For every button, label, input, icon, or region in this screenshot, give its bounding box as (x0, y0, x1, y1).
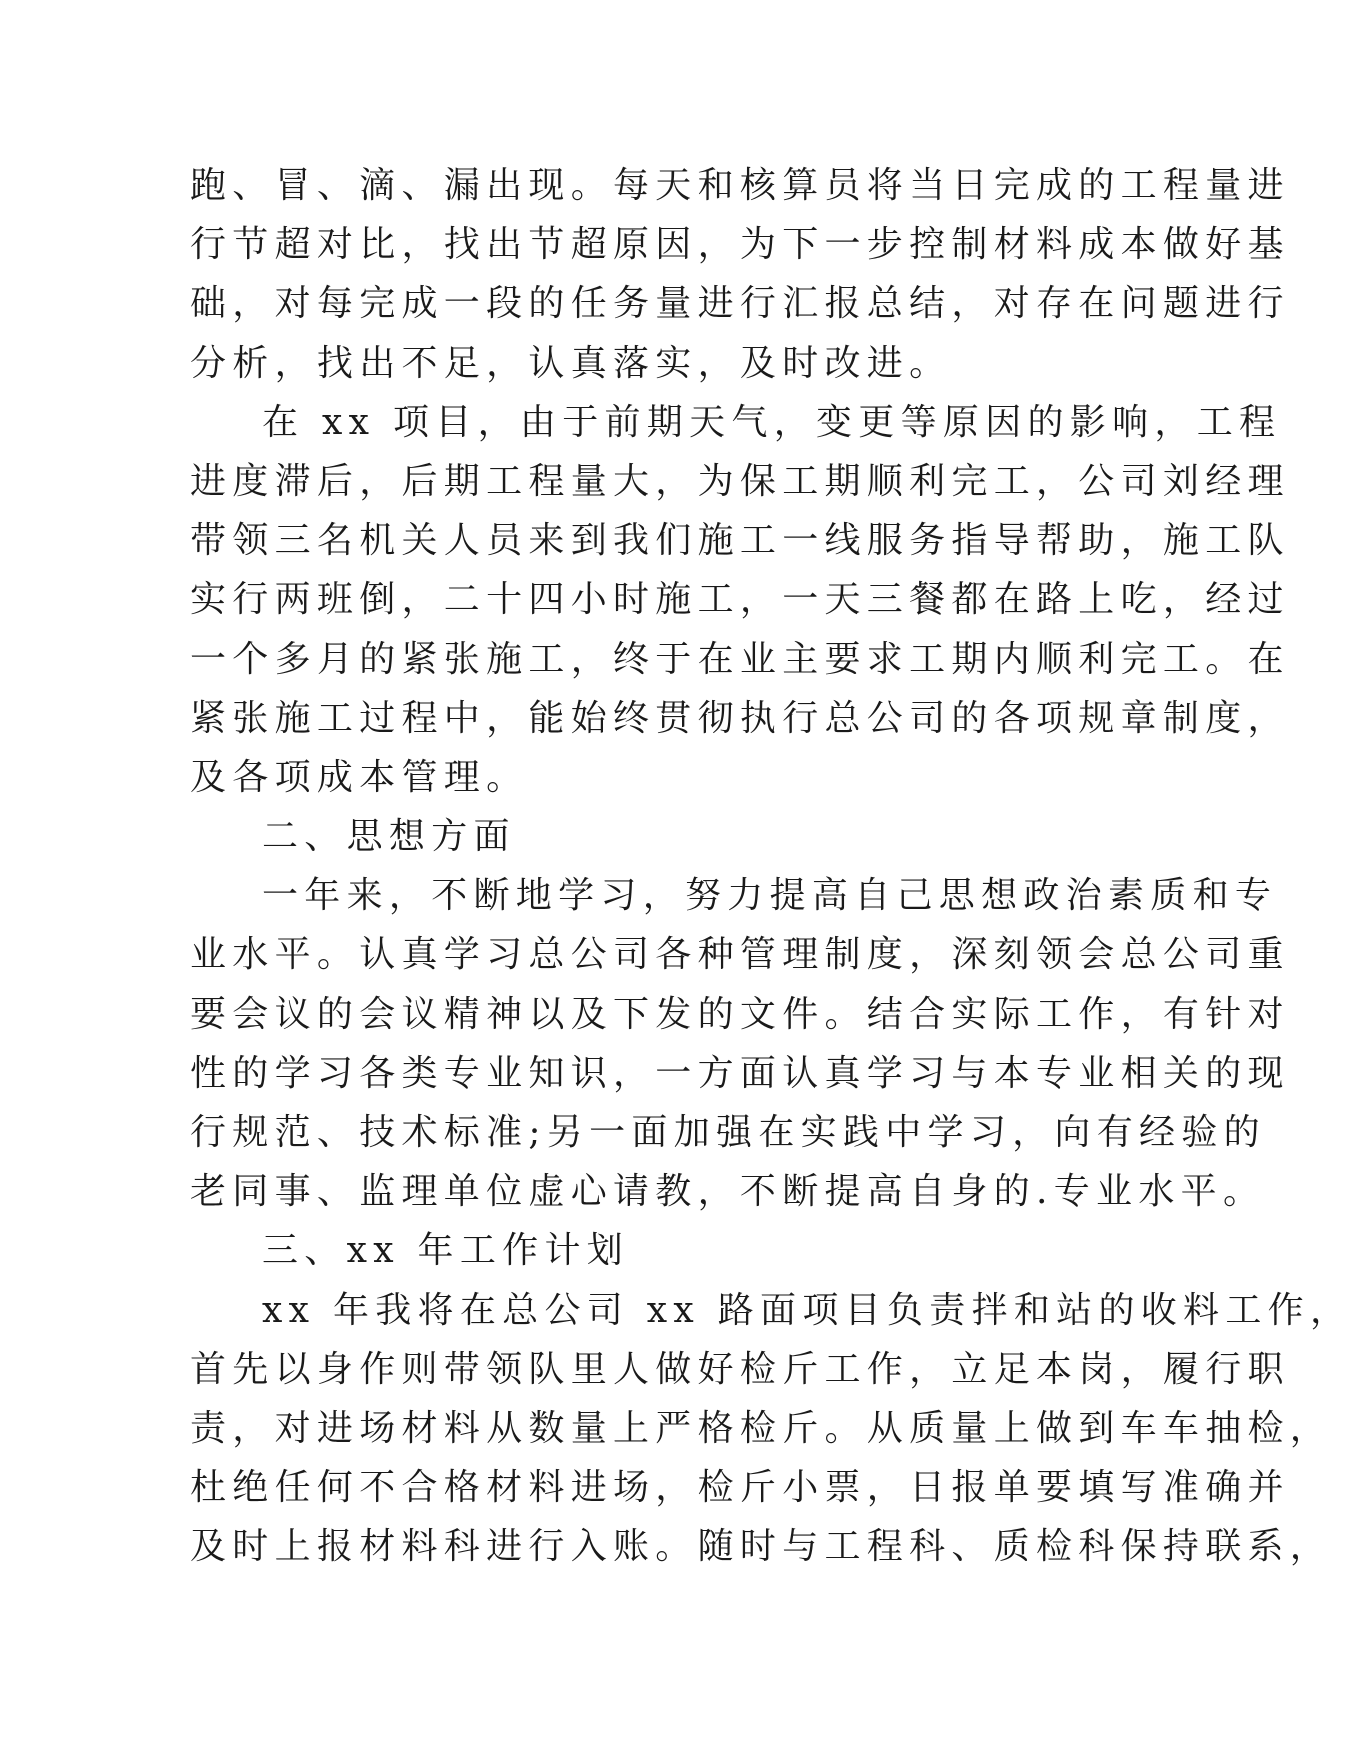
text-line: 进度滞后，后期工程量大，为保工期顺利完工，公司刘经理 (190, 460, 1290, 502)
text-line: 础，对每完成一段的任务量进行汇报总结，对存在问题进行 (190, 283, 1290, 325)
text-line: 跑、冒、滴、漏出现。每天和核算员将当日完成的工程量进 (190, 165, 1290, 206)
text-line: 分析，找出不足，认真落实，及时改进。 (190, 342, 952, 384)
text-line: 杜绝任何不合格材料进场，检斤小票，日报单要填写准确并 (190, 1467, 1290, 1509)
text-line: 一年来，不断地学习，努力提高自己思想政治素质和专 (262, 875, 1278, 917)
text-line: xx 年我将在总公司 xx 路面项目负责拌和站的收料工作， (262, 1289, 1352, 1331)
text-line: 要会议的会议精神以及下发的文件。结合实际工作，有针对 (190, 993, 1290, 1035)
text-line: 及时上报材料科进行入账。随时与工程科、质检科保持联系， (190, 1526, 1333, 1568)
text-line: 责，对进场材料从数量上严格检斤。从质量上做到车车抽检， (190, 1407, 1333, 1449)
text-line: 一个多月的紧张施工，终于在业主要求工期内顺利完工。在 (190, 638, 1290, 680)
text-line: 首先以身作则带领队里人做好检斤工作，立足本岗，履行职 (190, 1348, 1290, 1390)
text-line: 实行两班倒，二十四小时施工，一天三餐都在路上吃，经过 (190, 579, 1290, 621)
text-line: 紧张施工过程中，能始终贯彻执行总公司的各项规章制度， (190, 697, 1290, 739)
text-line: 二、思想方面 (262, 816, 516, 858)
text-line: 及各项成本管理。 (190, 756, 529, 798)
text-line: 业水平。认真学习总公司各种管理制度，深刻领会总公司重 (190, 934, 1290, 976)
text-line: 老同事、监理单位虚心请教，不断提高自身的.专业水平。 (190, 1171, 1266, 1213)
text-line: 行规范、技术标准;另一面加强在实践中学习，向有经验的 (190, 1112, 1266, 1153)
text-line: 性的学习各类专业知识，一方面认真学习与本专业相关的现 (190, 1052, 1290, 1094)
document-body (190, 156, 1352, 1577)
text-line: 行节超对比，找出节超原因，为下一步控制材料成本做好基 (190, 224, 1290, 266)
text-line: 带领三名机关人员来到我们施工一线服务指导帮助，施工队 (190, 520, 1290, 562)
text-line: 在 xx 项目，由于前期天气，变更等原因的影响，工程 (262, 401, 1282, 443)
text-line: 三、xx 年工作计划 (262, 1230, 630, 1272)
